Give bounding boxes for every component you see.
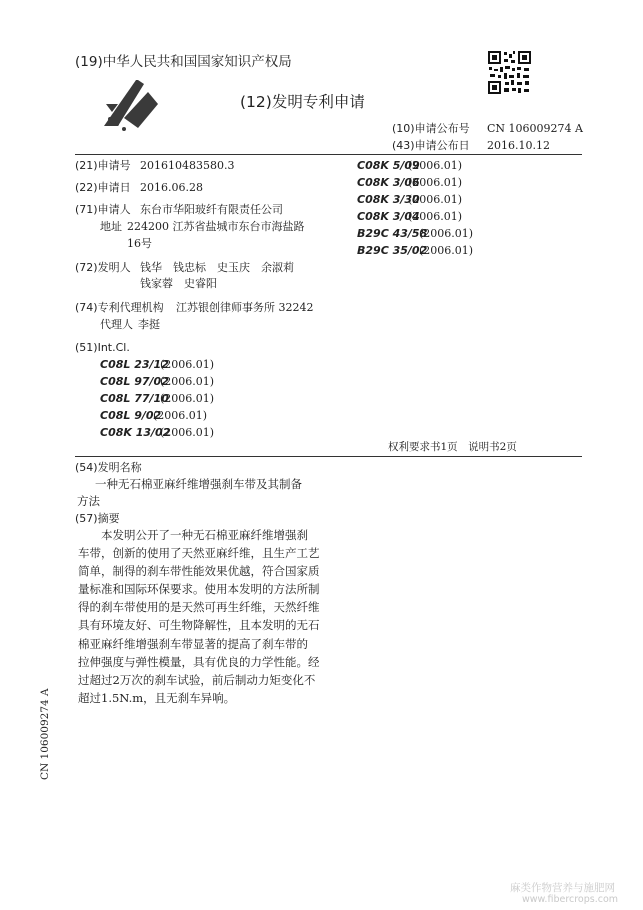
address-line1: 224200 江苏省盐城市东台市海盐路 (127, 220, 305, 233)
intcl-right-date: (2006.01) (408, 159, 463, 172)
abstract-body (78, 526, 320, 707)
inventors-line2: 钱家蓉 史睿阳 (140, 277, 217, 290)
intcl-code: C08L 9/02 (100, 409, 162, 422)
qr-code (487, 50, 532, 95)
pub-date: 2016.10.12 (487, 139, 550, 152)
agent: 李挺 (138, 318, 160, 331)
abstract-line: 棉亚麻纤维增强刹车带显著的提高了刹车带的 (78, 636, 308, 651)
pub-no: CN 106009274 A (487, 122, 583, 135)
intcl-label: (51)Int.Cl. (75, 341, 130, 354)
top-divider (75, 154, 582, 155)
intcl-right-code: C08K 3/04 (357, 210, 420, 223)
abstract-line: 简单，制得的刹车带性能效果优越，符合国家质 (78, 564, 320, 579)
document-type: (12)发明专利申请 (240, 93, 365, 111)
title-label: (54)发明名称 (75, 461, 142, 474)
intcl-right-code: C08K 3/06 (357, 176, 420, 189)
abstract-line: 过超过2万次的刹车试验，前后制动力矩变化不 (78, 672, 316, 687)
intcl-code: C08L 97/02 (100, 375, 169, 388)
intcl-right-date: (2006.01) (408, 193, 463, 206)
agent-label: 代理人 (100, 318, 133, 331)
watermark-cn: 麻类作物营养与施肥网 (510, 882, 615, 894)
applicant-label: (71)申请人 (75, 203, 131, 216)
intcl-date: (2006.01) (160, 392, 215, 405)
intcl-right-code: B29C 43/58 (357, 227, 428, 240)
intcl-date: (2006.01) (160, 358, 215, 371)
intcl-right-code: B29C 35/02 (357, 244, 428, 257)
abstract-line: 具有环境友好、可生物降解性，且本发明的无石 (78, 618, 320, 633)
inventors-label: (72)发明人 (75, 261, 131, 274)
abstract-line: 超过1.5N.m，且无刹车异响。 (78, 690, 236, 705)
inventors-line1: 钱华 钱忠标 史玉庆 余淑莉 (140, 261, 294, 274)
middle-divider (75, 456, 582, 457)
abstract-line: 得的刹车带使用的是天然可再生纤维，天然纤维 (78, 600, 320, 615)
watermark-url: www.fibercrops.com (522, 894, 619, 905)
app-no: 201610483580.3 (140, 159, 235, 172)
office-name: (19)中华人民共和国国家知识产权局 (75, 54, 292, 70)
agency: 江苏银创律师事务所 32242 (176, 301, 314, 314)
abstract-line: 本发明公开了一种无石棉亚麻纤维增强刹 (78, 528, 308, 542)
abstract-line: 车带，创新的使用了天然亚麻纤维，且生产工艺 (78, 546, 320, 561)
pub-date-label: (43)申请公布日 (392, 139, 470, 152)
side-publication-number: CN 106009274 A (39, 688, 51, 780)
pub-no-label: (10)申请公布号 (392, 122, 470, 135)
app-no-label: (21)申请号 (75, 159, 131, 172)
intcl-right-date: (2006.01) (408, 176, 463, 189)
app-date-label: (22)申请日 (75, 181, 131, 194)
intcl-right-date: (2006.01) (419, 227, 474, 240)
intcl-right-date: (2006.01) (419, 244, 474, 257)
agency-label: (74)专利代理机构 (75, 301, 164, 314)
abstract-line: 量标准和国际环保要求。使用本发明的方法所制 (78, 582, 320, 597)
intcl-right-code: C08K 5/09 (357, 159, 420, 172)
intcl-date: (2006.01) (160, 375, 215, 388)
invention-title-line2: 方法 (77, 494, 100, 508)
applicant: 东台市华阳玻纤有限责任公司 (140, 203, 283, 216)
intcl-date: (2006.01) (153, 409, 208, 422)
address-label: 地址 (100, 220, 122, 233)
intcl-right-date: (2006.01) (408, 210, 463, 223)
intcl-code: C08L 77/10 (100, 392, 169, 405)
intcl-right-code: C08K 3/30 (357, 193, 420, 206)
page-counts: 权利要求书1页 说明书2页 (388, 441, 517, 453)
address-line2: 16号 (127, 237, 152, 250)
invention-title-line1: 一种无石棉亚麻纤维增强刹车带及其制备 (95, 477, 302, 491)
intcl-code: C08L 23/12 (100, 358, 169, 371)
app-date: 2016.06.28 (140, 181, 203, 194)
abstract-label: (57)摘要 (75, 512, 120, 525)
intcl-code: C08K 13/02 (100, 426, 171, 439)
intcl-date: (2006.01) (160, 426, 215, 439)
abstract-line: 拉伸强度与弹性模量，具有优良的力学性能。经 (78, 654, 320, 669)
cnipa-logo (98, 74, 166, 134)
